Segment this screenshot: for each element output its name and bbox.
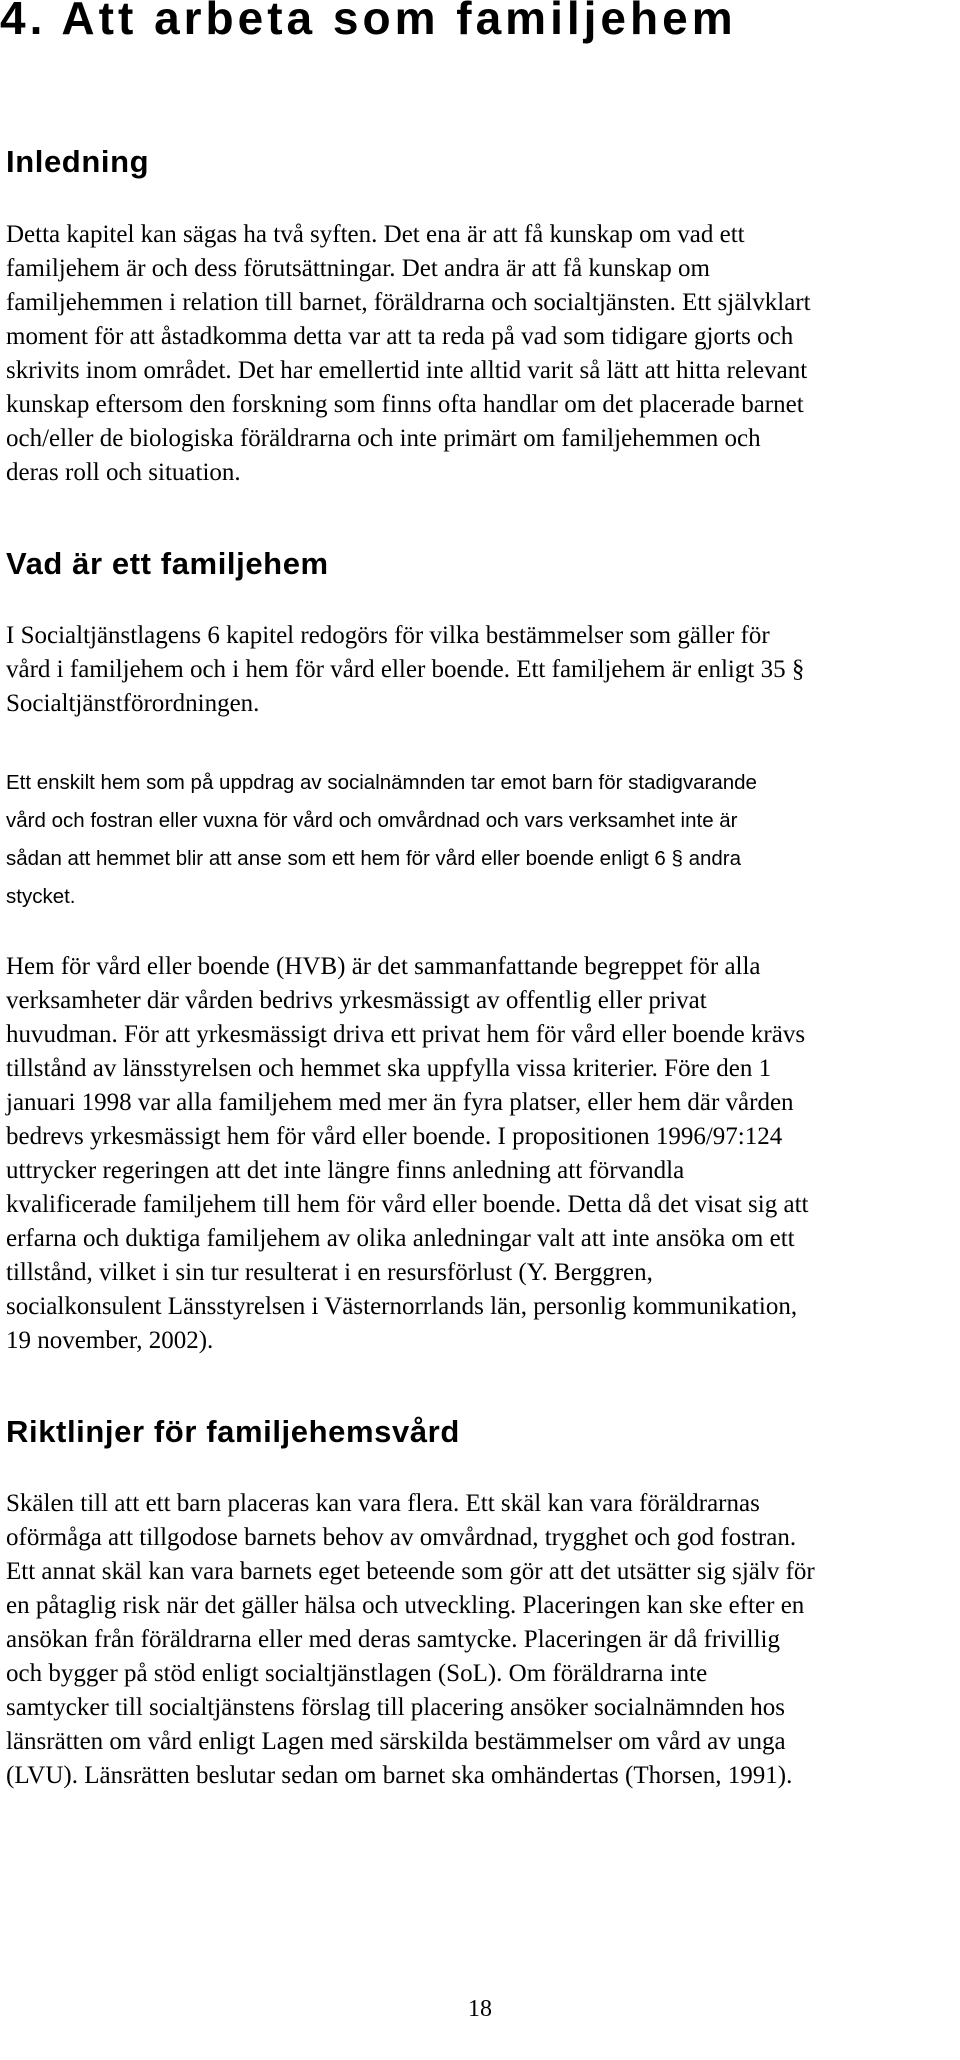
section-heading-riktlinjer: Riktlinjer för familjehemsvård xyxy=(6,1414,460,1449)
text-line: vård och fostran eller vuxna för vård och omvårdnad och vars verksamhet inte är xyxy=(6,809,738,832)
text-line: familjehem är och dess förutsättningar. Det andra är att få kunskap om xyxy=(6,255,710,282)
paragraph-riktlinjer xyxy=(6,1487,936,1793)
paragraph-inledning xyxy=(6,218,936,490)
text-line: uttrycker regeringen att det inte längre finns anledning att förvandla xyxy=(6,1157,685,1184)
text-line: huvudman. För att yrkesmässigt driva ett privat hem för vård eller boende krävs xyxy=(6,1021,806,1048)
text-line: bedrevs yrkesmässigt hem för vård eller boende. I propositionen 1996/97:124 xyxy=(6,1123,783,1150)
text-line: oförmåga att tillgodose barnets behov av omvårdnad, trygghet och god fostran. xyxy=(6,1524,797,1551)
text-line: erfarna och duktiga familjehem av olika anledningar valt att inte ansöka om ett xyxy=(6,1225,795,1252)
text-line: (LVU). Länsrätten beslutar sedan om barnet ska omhändertas (Thorsen, 1991). xyxy=(6,1762,793,1789)
text-line: socialkonsulent Länsstyrelsen i Västernorrlands län, personlig kommunikation, xyxy=(6,1293,798,1320)
text-line: Socialtjänstförordningen. xyxy=(6,690,260,717)
page-number: 18 xyxy=(468,1996,492,2022)
text-line: I Socialtjänstlagens 6 kapitel redogörs för vilka bestämmelser som gäller för xyxy=(6,622,770,649)
text-line: deras roll och situation. xyxy=(6,459,241,486)
text-line: verksamheter där vården bedrivs yrkesmässigt av offentlig eller privat xyxy=(6,987,707,1014)
paragraph-vad-intro xyxy=(6,619,936,721)
text-line: moment för att åstadkomma detta var att ta reda på vad som tidigare gjorts och xyxy=(6,323,794,350)
text-line: kunskap eftersom den forskning som finns ofta handlar om det placerade barnet xyxy=(6,391,804,418)
chapter-title: 4. Att arbeta som familjehem xyxy=(0,0,737,44)
quote-paragraph-socialtjanstforordningen xyxy=(6,764,936,916)
text-line: samtycker till socialtjänstens förslag till placering ansöker socialnämnden hos xyxy=(6,1694,785,1721)
text-line: tillstånd, vilket i sin tur resulterat i en resursförlust (Y. Berggren, xyxy=(6,1259,653,1286)
section-heading-vad-ar-ett-familjehem: Vad är ett familjehem xyxy=(6,546,329,581)
text-line: Detta kapitel kan sägas ha två syften. Det ena är att få kunskap om vad ett xyxy=(6,221,745,248)
text-line: familjehemmen i relation till barnet, föräldrarna och socialtjänsten. Ett självklart xyxy=(6,289,811,316)
text-line: länsrätten om vård enligt Lagen med särskilda bestämmelser om vård av unga xyxy=(6,1728,786,1755)
text-line: kvalificerade familjehem till hem för vård eller boende. Detta då det visat sig att xyxy=(6,1191,809,1218)
text-line: januari 1998 var alla familjehem med mer än fyra platser, eller hem där vården xyxy=(6,1089,794,1116)
section-heading-inledning: Inledning xyxy=(6,144,150,179)
text-line: 19 november, 2002). xyxy=(6,1327,214,1354)
paragraph-hvb xyxy=(6,950,936,1358)
text-line: och bygger på stöd enligt socialtjänstlagen (SoL). Om föräldrarna inte xyxy=(6,1660,708,1687)
text-line: skrivits inom området. Det har emellertid inte alltid varit så lätt att hitta relevant xyxy=(6,357,808,384)
text-line: sådan att hemmet blir att anse som ett hem för vård eller boende enligt 6 § andra xyxy=(6,847,741,870)
text-line: Ett enskilt hem som på uppdrag av socialnämnden tar emot barn för stadigvarande xyxy=(6,771,757,794)
text-line: tillstånd av länsstyrelsen och hemmet ska uppfylla vissa kriterier. Före den 1 xyxy=(6,1055,772,1082)
text-line: vård i familjehem och i hem för vård eller boende. Ett familjehem är enligt 35 § xyxy=(6,656,805,683)
text-line: ansökan från föräldrarna eller med deras samtycke. Placeringen är då frivillig xyxy=(6,1626,780,1653)
text-line: och/eller de biologiska föräldrarna och inte primärt om familjehemmen och xyxy=(6,425,761,452)
text-line: Ett annat skäl kan vara barnets eget beteende som gör att det utsätter sig själv för xyxy=(6,1558,815,1585)
text-line: Skälen till att ett barn placeras kan vara flera. Ett skäl kan vara föräldrarnas xyxy=(6,1490,760,1517)
text-line: stycket. xyxy=(6,885,76,908)
text-line: Hem för vård eller boende (HVB) är det sammanfattande begreppet för alla xyxy=(6,953,761,980)
text-line: en påtaglig risk när det gäller hälsa och utveckling. Placeringen kan ske efter en xyxy=(6,1592,805,1619)
